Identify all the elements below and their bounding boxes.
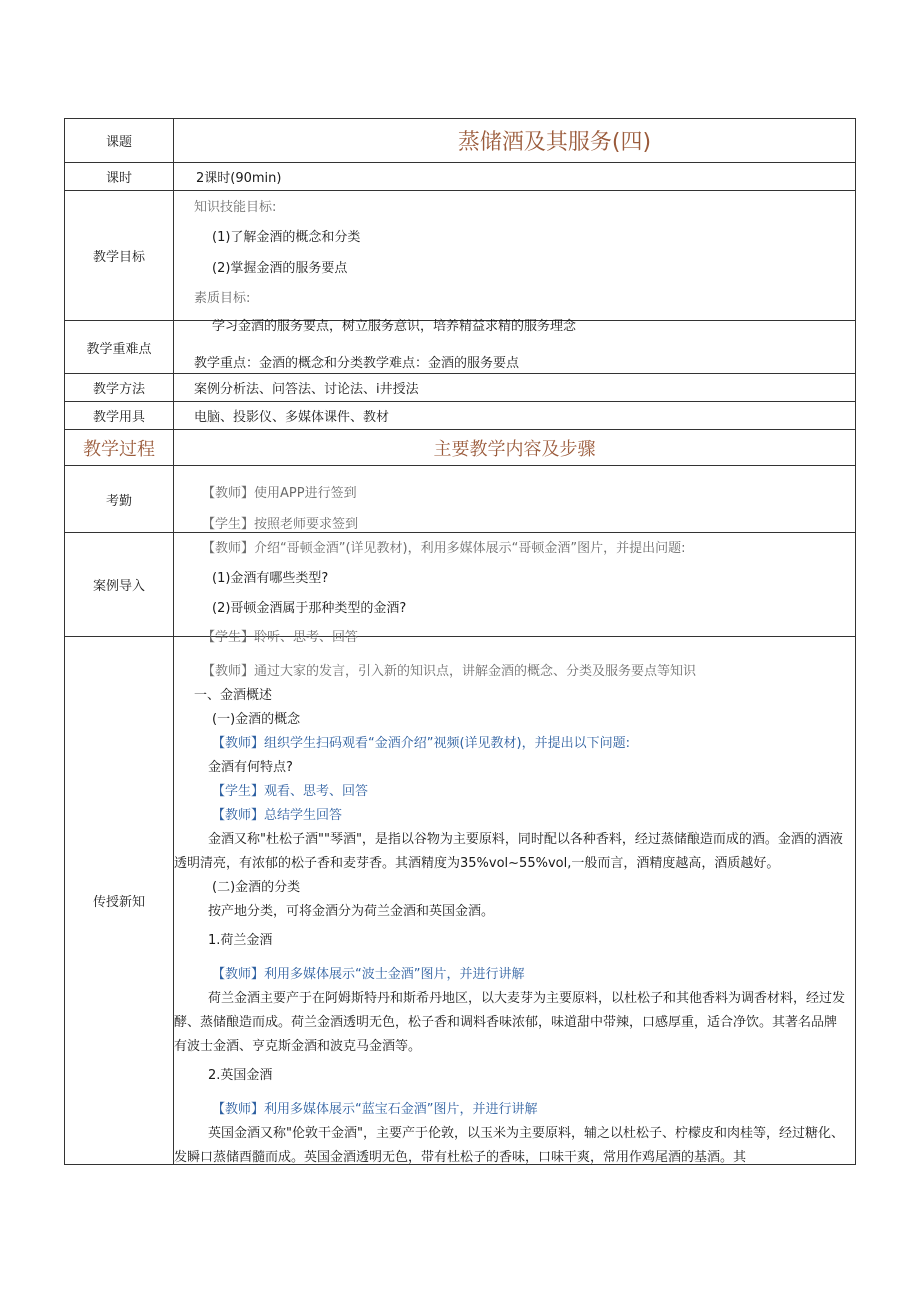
case-line: (1)金酒有哪些类型? (212, 571, 329, 586)
paragraph-line: 英国金酒又称"伦敦干金酒"，主要产于伦敦，以玉米为主要原料，辅之以杜松子、柠檬皮和肉桂等，经过糖化、 (208, 1126, 844, 1141)
lesson-plan-table (64, 118, 856, 1165)
attendance-label: 考勤 (65, 466, 174, 533)
goals-line: (1)了解金酒的概念和分类 (212, 230, 361, 245)
tools-value: 电脑、投影仪、多媒体课件、教材 (194, 410, 390, 425)
teacher-note: 【教师】总结学生回答 (212, 808, 343, 823)
case-line: 【教师】介绍“哥顿金酒”(详见教材)，利用多媒体展示“哥顿金酒”图片，并提出问题: (202, 541, 686, 556)
goals-line: 知识技能目标: (194, 200, 277, 215)
lesson-plan-page (64, 118, 856, 1165)
new-knowledge-label: 传授新知 (65, 637, 174, 1165)
key-value: 教学重点：金酒的概念和分类教学难点：金酒的服务要点 (194, 356, 520, 371)
new-line: 按产地分类，可将金酒分为荷兰金酒和英国金酒。 (208, 904, 495, 919)
paragraph-line: 发瞬口蒸储酉髓而成。英国金酒透明无色，带有杜松子的香味，口味干爽，常用作鸡尾酒的基酒。其 (174, 1150, 747, 1165)
teacher-note: 【教师】利用多媒体展示“波士金酒”图片，并进行讲解 (212, 967, 525, 982)
hours-value: 2课时(90min) (196, 171, 282, 186)
attendance-line: 【学生】按照老师要求签到 (202, 517, 359, 532)
goals-line: (2)掌握金酒的服务要点 (212, 261, 348, 276)
key-label: 教学重难点 (65, 321, 174, 374)
title-label: 课题 (65, 119, 174, 163)
lesson-title: 蒸储酒及其服务(四) (457, 130, 652, 155)
case-label: 案例导入 (65, 533, 174, 637)
item-heading: 1.荷兰金酒 (208, 933, 273, 948)
subsection-heading: (二)金酒的分类 (212, 880, 301, 895)
paragraph-line: 荷兰金酒主要产于在阿姆斯特丹和斯希丹地区，以大麦芽为主要原料，以杜松子和其他香料为调香材料，经过发 (208, 991, 846, 1006)
hours-label: 课时 (65, 163, 174, 191)
case-line: 【学生】聆听、思考、回答 (202, 630, 359, 645)
new-line: 【教师】通过大家的发言，引入新的知识点，讲解金酒的概念、分类及服务要点等知识 (202, 664, 697, 679)
method-value: 案例分析法、问答法、讨论法、i井授法 (194, 382, 419, 397)
goals-label: 教学目标 (65, 191, 174, 321)
paragraph-line: 有波士金酒、亨克斯金酒和波克马金酒等。 (174, 1039, 422, 1054)
attendance-line: 【教师】使用APP进行签到 (202, 486, 357, 501)
teacher-note: 【教师】利用多媒体展示“蓝宝石金酒”图片，并进行讲解 (212, 1102, 538, 1117)
new-line: 金酒有何特点? (208, 760, 293, 775)
paragraph-line: 金酒又称"杜松子酒""琴酒"，是指以谷物为主要原料，同时配以各种香料，经过蒸储酿造而成的酒。金酒的酒液 (208, 832, 843, 847)
section-heading: 一、金酒概述 (194, 688, 273, 703)
student-note: 【学生】观看、思考、回答 (212, 784, 369, 799)
method-label: 教学方法 (65, 374, 174, 402)
paragraph-line: 酵、蒸储酿造而成。荷兰金酒透明无色，松子香和调料香味浓郁，味道甜中带辣，口感厚重，适合净饮。其著名品牌 (174, 1015, 838, 1030)
item-heading: 2.英国金酒 (208, 1068, 273, 1083)
process-label: 教学过程 (65, 430, 174, 466)
tools-label: 教学用具 (65, 402, 174, 430)
case-line: (2)哥顿金酒属于那种类型的金酒? (212, 601, 407, 616)
subsection-heading: (一)金酒的概念 (212, 712, 301, 727)
paragraph-line: 透明清亮，有浓郁的松子香和麦芽香。其酒精度为35%vol~55%vol,一般而言，酒精度越高，酒质越好。 (174, 856, 780, 871)
teacher-note: 【教师】组织学生扫码观看“金酒介绍”视频(详见教材)，并提出以下问题: (212, 736, 630, 751)
goals-line: 学习金酒的服务要点，树立服务意识，培养精益求精的服务理念 (212, 319, 577, 334)
goals-line: 素质目标: (194, 291, 251, 306)
process-heading: 主要教学内容及步骤 (433, 438, 596, 460)
